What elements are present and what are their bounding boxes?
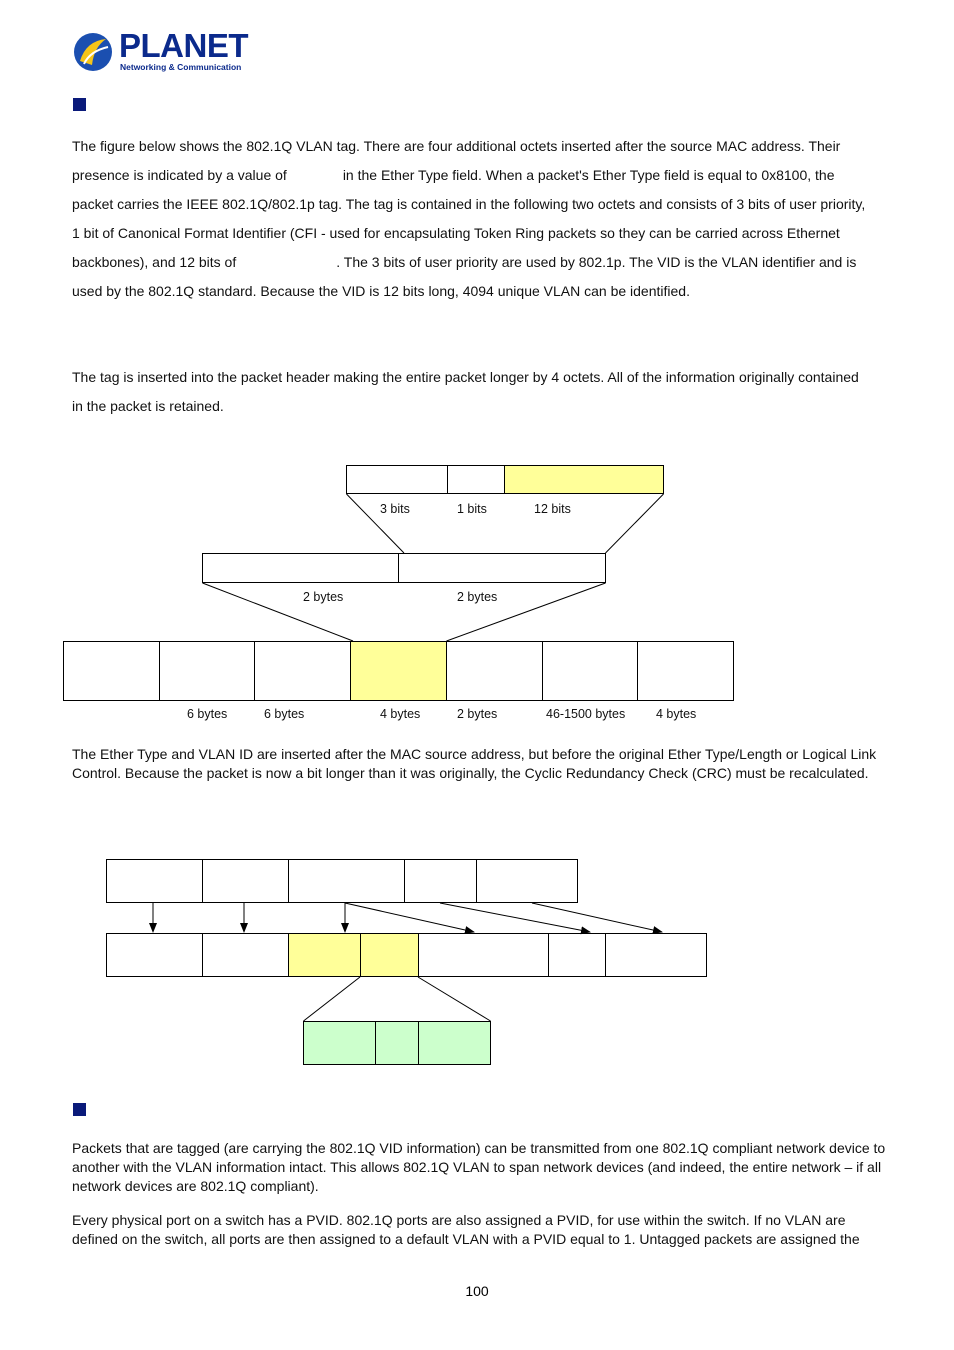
frame-size-label: 6 bytes xyxy=(264,707,305,721)
tci-cfi-field xyxy=(376,1022,419,1065)
expand-line xyxy=(418,977,491,1021)
bits-label: 1 bits xyxy=(457,502,487,516)
frame-size-label: 6 bytes xyxy=(187,707,228,721)
text-fragment: in the Ether Type field. When a packet's Ether Type field is equal to 0x8100, the xyxy=(342,167,835,183)
text-line: The figure below shows the 802.1Q VLAN tag. There are four additional octets inserted after the source MAC address. Their xyxy=(72,138,841,154)
tag-size-label: 2 bytes xyxy=(457,590,498,604)
cfi-field xyxy=(448,466,505,494)
tagged-frame-field xyxy=(606,934,707,977)
crc-paragraph: The Ether Type and VLAN ID are inserted after the MAC source address, but before the original Ether Type/Length or Logical Link Control. Because the packet is now a bit longer than it was originally, the Cyclic Redundancy Check (CRC) must be recalculated. xyxy=(72,746,877,781)
frame-insertion-diagram xyxy=(0,840,954,1080)
logo-wordmark: PLANET xyxy=(119,27,248,64)
text-line: in the packet is retained. xyxy=(72,398,224,414)
tag-size-label: 2 bytes xyxy=(303,590,344,604)
text-fragment: backbones), and 12 bits of xyxy=(72,254,237,270)
expand-line xyxy=(606,494,664,553)
tci-vid-field xyxy=(419,1022,491,1065)
tagged-frame-tpid xyxy=(289,934,361,977)
frame-tag xyxy=(351,642,447,701)
frame-data xyxy=(543,642,638,701)
original-frame-field xyxy=(203,860,289,903)
frame-size-label: 2 bytes xyxy=(457,707,498,721)
text-fragment: . The 3 bits of user priority are used by 802.1p. The VID is the VLAN identifier and is xyxy=(336,254,857,270)
frame-preamble xyxy=(64,642,160,701)
tagged-frame-field xyxy=(419,934,549,977)
text-line: used by the 802.1Q standard. Because the VID is 12 bits long, 4094 unique VLAN can be identified. xyxy=(72,283,690,299)
frame-size-label: 46-1500 bytes xyxy=(546,707,626,721)
text-line: packet carries the IEEE 802.1Q/802.1p tag. The tag is contained in the following two octets and consists of 3 bits of user priority, xyxy=(72,196,866,212)
pvid-paragraph: Every physical port on a switch has a PVID. 802.1Q ports are also assigned a PVID, for use within the switch. If no VLAN are defined on the switch, all ports are then assigned to a default VLAN with a PVID equal to 1. Untagged packets are assigned the xyxy=(72,1212,860,1247)
original-frame-field xyxy=(107,860,203,903)
bits-label: 12 bits xyxy=(534,502,571,516)
expand-line xyxy=(304,977,361,1021)
tagged-frame-field xyxy=(549,934,606,977)
frame-destination xyxy=(160,642,255,701)
vid-field xyxy=(505,466,664,494)
original-frame-field xyxy=(289,860,405,903)
tci-field xyxy=(399,554,606,583)
text-line: The tag is inserted into the packet header making the entire packet longer by 4 octets. All of the information originally contained xyxy=(72,369,859,385)
frame-size-label: 4 bytes xyxy=(656,707,697,721)
logo-subtitle: Networking & Communication xyxy=(120,62,242,72)
original-frame-field xyxy=(477,860,578,903)
tpid-field xyxy=(203,554,399,583)
arrow xyxy=(532,903,662,932)
text-fragment: presence is indicated by a value of xyxy=(72,167,287,183)
page-number: 100 xyxy=(465,1283,489,1299)
tagged-frame-tci xyxy=(361,934,419,977)
frame-fcs xyxy=(638,642,734,701)
tci-priority-field xyxy=(304,1022,376,1065)
text-line: 1 bit of Canonical Format Identifier (CFI - used for encapsulating Token Ring packets so they can be carried across Ethernet xyxy=(72,225,840,241)
tagged-packets-paragraph: Packets that are tagged (are carrying the 802.1Q VID information) can be transmitted from one 802.1Q compliant network device to another with the VLAN information intact. This allows 802.1Q VLAN to span network devices (and indeed, the entire network – if all network devices are 802.1Q compliant). xyxy=(72,1140,886,1194)
arrow xyxy=(440,903,590,932)
frame-ethertype xyxy=(447,642,543,701)
tagged-frame-field xyxy=(203,934,289,977)
tagged-frame-field xyxy=(107,934,203,977)
section-bullet-icon xyxy=(73,1103,86,1116)
original-frame-field xyxy=(405,860,477,903)
user-priority-field xyxy=(347,466,448,494)
arrow xyxy=(345,903,474,932)
frame-source xyxy=(255,642,351,701)
bits-label: 3 bits xyxy=(380,502,410,516)
frame-size-label: 4 bytes xyxy=(380,707,421,721)
